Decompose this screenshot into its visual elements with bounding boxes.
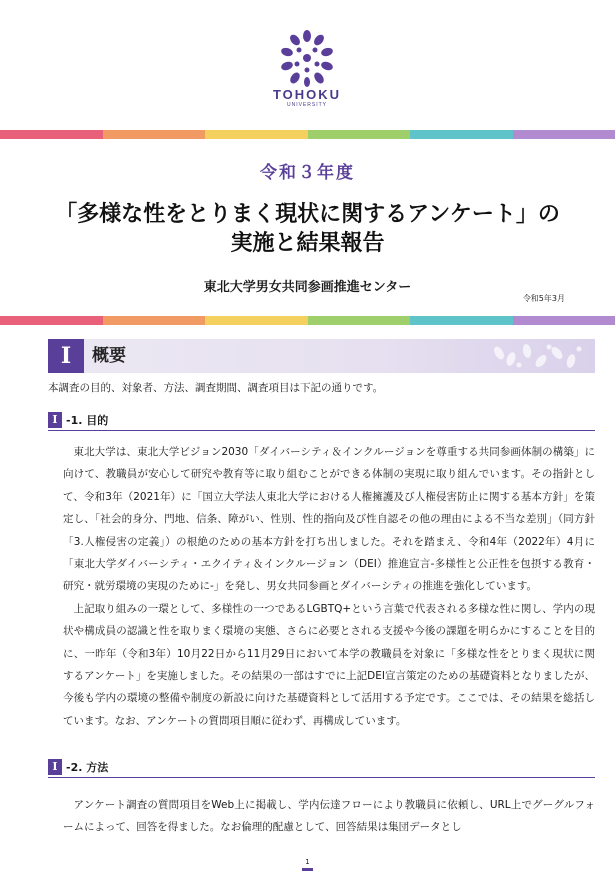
color-stripe-top [0, 130, 615, 139]
report-title-line1: 「多様な性をとりまく現状に関するアンケート」の [55, 202, 560, 227]
page-number-underline [302, 868, 313, 871]
stripe-segment [103, 316, 206, 325]
logo-wordmark: TOHOKU [272, 87, 342, 102]
subsection-number: I [48, 412, 62, 428]
leaf-decoration-icon [479, 341, 589, 371]
subsection-number: I [48, 759, 62, 775]
subsection-label: -1. 目的 [66, 414, 109, 427]
university-logo [262, 28, 352, 120]
stripe-segment [513, 130, 615, 139]
report-title-line2: 実施と結果報告 [230, 231, 385, 256]
stripe-segment [308, 316, 411, 325]
stripe-segment [308, 130, 411, 139]
section-title: 概要 [92, 346, 126, 366]
subsection-divider [48, 777, 595, 778]
paragraph: アンケート調査の質問項目をWeb上に掲載し、学内伝達フローにより教職員に依頼し、URL上でグーグルフォームによって、回答を得ました。なお倫理的配慮として、回答結果は集団データとし [63, 799, 595, 834]
stripe-segment [0, 316, 103, 325]
subsection-label: -2. 方法 [66, 761, 109, 774]
laurel-emblem-icon [279, 28, 335, 88]
publication-date: 令和5年3月 [522, 294, 565, 303]
paragraph: 上記取り組みの一環として、多様性の一つであるLGBTQ+という言葉で代表される多様な性に関し、学内の現状や構成員の認識と性を取りまく環境の実態、さらに必要とされる支援や今後の課題を明らかにすることを目的に、一昨年（令和3年）10月22日から11月29日において本学の教職員を対象に「多様な性をとりまく現状に関するアンケート」を実施しました。その結果の一部はすでに上記DEI宣言策定のための基礎資料となりましたが、今後も学内の環境の整備や制度の新設に向けた基礎資料として活用する予定です。ここでは、その結果を総括しています。なお、アンケートの質問項目順に従わず、再構成しています。 [63, 602, 595, 727]
stripe-segment [103, 130, 206, 139]
method-body [63, 794, 595, 839]
page-number: 1 [305, 858, 310, 866]
stripe-segment [205, 130, 308, 139]
purpose-body [63, 441, 595, 732]
subsection-heading-purpose [48, 412, 108, 428]
stripe-segment [0, 130, 103, 139]
color-stripe-bottom [0, 316, 615, 325]
subsection-divider [48, 430, 595, 431]
organization-name: 東北大学男女共同参画推進センター [203, 280, 412, 295]
stripe-segment [410, 130, 513, 139]
stripe-segment [410, 316, 513, 325]
logo-subtitle: UNIVERSITY [286, 102, 327, 108]
section-intro: 本調査の目的、対象者、方法、調査期間、調査項目は下記の通りです。 [48, 382, 384, 394]
paragraph: 東北大学は、東北大学ビジョン2030「ダイバーシティ＆インクルージョンを尊重する共同参画体制の構築」に向けて、教職員が安心して研究や教育等に取り組むことができる体制の実現に取り組んでいます。その指針として、令和3年（2021年）に「国立大学法人東北大学における人権擁護及び人権侵害防止に関する基本方針」を策定し、「社会的身分、門地、信条、障がい、性別、性的指向及び性自認その他の理由による不当な差別」（同方針「3.人権侵害の定義」）の根絶のための基本方針を打ち出しました。それを踏まえ、令和4年（2022年）4月に「東北大学ダイバーシティ・エクイティ＆インクルージョン（DEI）推進宣言-多様性と公正性を包摂する教育・研究・就労環境の実現のために-」を発し、男女共同参画とダイバーシティの推進を強化しています。 [63, 446, 595, 593]
report-year: 令和３年度 [260, 163, 355, 183]
stripe-segment [513, 316, 615, 325]
section-header [48, 339, 595, 373]
stripe-segment [205, 316, 308, 325]
subsection-heading-method [48, 759, 108, 775]
report-title [0, 200, 615, 258]
section-number: I [48, 339, 84, 373]
